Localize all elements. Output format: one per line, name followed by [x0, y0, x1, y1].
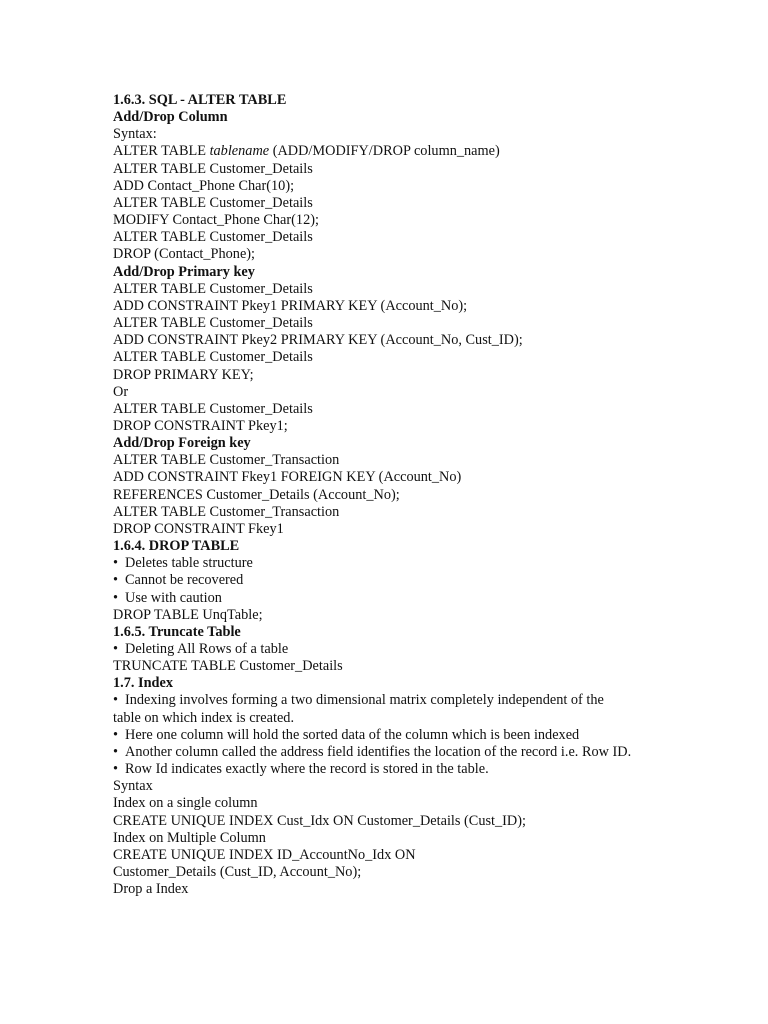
bullet-mark: •: [113, 641, 119, 657]
bullet-item: [113, 641, 633, 658]
bullet-mark: •: [113, 761, 119, 778]
code-line: ALTER TABLE Customer_Details: [113, 280, 313, 297]
text-line: Index on a single column: [113, 795, 258, 812]
bullet-item: [113, 744, 633, 761]
code-line: Customer_Details (Cust_ID, Account_No);: [113, 864, 362, 881]
syntax-tablename: tablename: [209, 143, 270, 160]
code-line: ALTER TABLE Customer_Details: [113, 400, 313, 417]
subheading-add-drop-foreign-key: Add/Drop Foreign key: [113, 435, 251, 452]
bullet-mark: •: [113, 589, 119, 606]
bullet-item: [113, 692, 633, 726]
code-line: ALTER TABLE Customer_Details: [113, 315, 313, 332]
subheading-add-drop-column: Add/Drop Column: [113, 109, 228, 126]
bullet-text: Cannot be recovered: [125, 572, 244, 589]
code-line: DROP (Contact_Phone);: [113, 246, 256, 263]
code-line: Or: [113, 383, 129, 400]
section-heading-alter-table: 1.6.3. SQL - ALTER TABLE: [113, 92, 287, 108]
syntax-line: [113, 143, 633, 160]
text-line: Index on Multiple Column: [113, 829, 266, 846]
code-line: DROP TABLE UnqTable;: [113, 606, 263, 623]
bullet-mark: •: [113, 743, 119, 760]
bullet-mark: •: [113, 555, 119, 572]
code-line: ALTER TABLE Customer_Details: [113, 349, 313, 366]
code-line: ADD CONSTRAINT Pkey2 PRIMARY KEY (Account_No, Cust_ID);: [113, 332, 523, 349]
syntax-label: Syntax:: [113, 126, 157, 143]
code-line: ADD Contact_Phone Char(10);: [113, 177, 295, 194]
section-heading-drop-table: 1.6.4. DROP TABLE: [113, 538, 240, 555]
code-line: TRUNCATE TABLE Customer_Details: [113, 658, 343, 675]
bullet-mark: •: [113, 572, 119, 589]
syntax-suffix: (ADD/MODIFY/DROP column_name): [269, 143, 500, 160]
code-line: ALTER TABLE Customer_Details: [113, 229, 313, 246]
bullet-text: Deleting All Rows of a table: [125, 641, 289, 657]
code-line: ADD CONSTRAINT Pkey1 PRIMARY KEY (Account_No);: [113, 297, 468, 314]
bullet-text: Here one column will hold the sorted data of the column which is been indexed: [125, 726, 580, 743]
section-heading-truncate-table: 1.6.5. Truncate Table: [113, 623, 241, 640]
bullet-item: [113, 727, 633, 744]
code-line: CREATE UNIQUE INDEX Cust_Idx ON Customer_Details (Cust_ID);: [113, 812, 526, 829]
bullet-text: Another column called the address field identifies the location of the record i.e. Row ID.: [125, 743, 632, 760]
document-page: [113, 92, 633, 898]
code-line: DROP PRIMARY KEY;: [113, 366, 254, 383]
bullet-text: Deletes table structure: [125, 555, 253, 572]
bullet-text: Use with caution: [125, 589, 222, 606]
bullet-item: [113, 572, 633, 589]
text-line: Syntax: [113, 778, 153, 795]
code-line: MODIFY Contact_Phone Char(12);: [113, 212, 319, 229]
bullet-mark: •: [113, 692, 119, 709]
subheading-add-drop-primary-key: Add/Drop Primary key: [113, 263, 255, 280]
bullet-item: [113, 761, 633, 778]
code-line: DROP CONSTRAINT Pkey1;: [113, 417, 288, 434]
section-heading-index: 1.7. Index: [113, 675, 173, 692]
code-line: ALTER TABLE Customer_Transaction: [113, 503, 340, 520]
code-line: CREATE UNIQUE INDEX ID_AccountNo_Idx ON: [113, 846, 416, 863]
code-line: ADD CONSTRAINT Fkey1 FOREIGN KEY (Account_No): [113, 469, 462, 486]
bullet-text: Indexing involves forming a two dimensional matrix completely independent of the table on which index is created.: [113, 692, 604, 726]
code-line: ALTER TABLE Customer_Transaction: [113, 452, 340, 469]
code-line: ALTER TABLE Customer_Details: [113, 160, 313, 177]
text-line: Drop a Index: [113, 881, 189, 898]
bullet-text: Row Id indicates exactly where the record is stored in the table.: [125, 761, 489, 778]
syntax-prefix: ALTER TABLE: [113, 143, 210, 160]
code-line: ALTER TABLE Customer_Details: [113, 194, 313, 211]
bullet-mark: •: [113, 726, 119, 743]
bullet-item: [113, 590, 633, 607]
code-line: DROP CONSTRAINT Fkey1: [113, 520, 284, 537]
bullet-item: [113, 555, 633, 572]
code-line: REFERENCES Customer_Details (Account_No);: [113, 486, 400, 503]
